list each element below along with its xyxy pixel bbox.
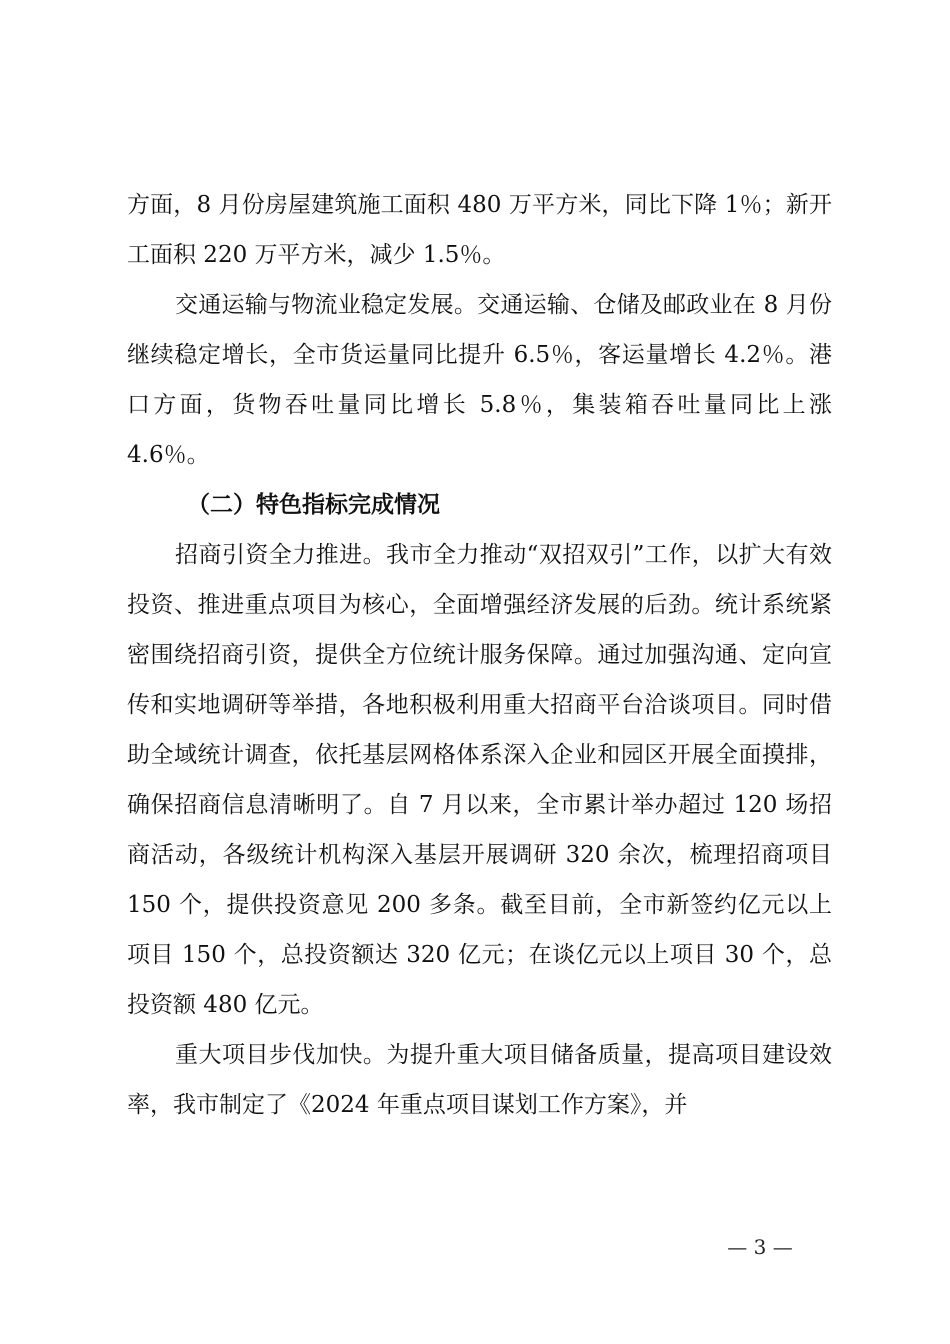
paragraph-investment-promotion: 招商引资全力推进。我市全力推动“双招双引”工作，以扩大有效投资、推进重点项目为核心，全面增强经济发展的后劲。统计系统紧密围绕招商引资，提供全方位统计服务保障。通过加强沟通、定向宣传和实地调研等举措，各地积极利用重大招商平台洽谈项目。同时借助全域统计调查，依托基层网格体系深入企业和园区开展全面摸排，确保招商信息清晰明了。自 7 月以来，全市累计举办超过 120 场招商活动，各级统计机构深入基层开展调研 320 余次，梳理招商项目 150 个，提供投资意见 200 多条。截至目前，全市新签约亿元以上项目 150 个，总投资额达 320 亿元；在谈亿元以上项目 30 个，总投资额 480 亿元。 <box>127 542 832 1018</box>
paragraph-construction-continuation: 方面，8 月份房屋建筑施工面积 480 万平方米，同比下降 1％；新开工面积 220 万平方米，减少 1.5％。 <box>127 192 832 268</box>
paragraph-major-projects: 重大项目步伐加快。为提升重大项目储备质量，提高项目建设效率，我市制定了《2024 年重点项目谋划工作方案》，并 <box>127 1042 832 1118</box>
document-body <box>127 180 832 1130</box>
page-number: — 3 — <box>727 1235 793 1259</box>
paragraph-transport-logistics: 交通运输与物流业稳定发展。交通运输、仓储及邮政业在 8 月份继续稳定增长，全市货运量同比提升 6.5％，客运量增长 4.2％。港口方面，货物吞吐量同比增长 5.8％，集装箱吞吐量同比上涨 4.6％。 <box>127 292 832 468</box>
section-heading-featured-indicators: （二）特色指标完成情况 <box>187 492 440 518</box>
